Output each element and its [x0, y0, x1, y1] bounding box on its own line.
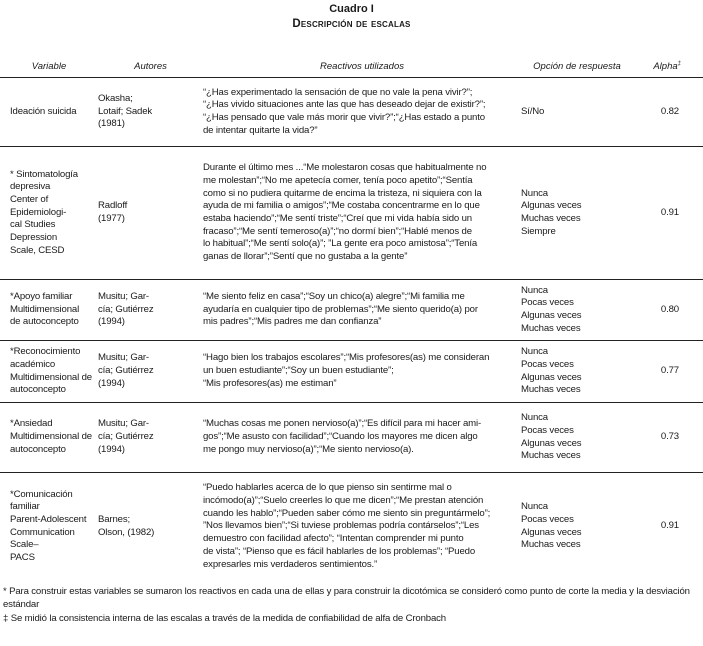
alpha-footnote-mark: ‡ [677, 60, 681, 67]
header-alpha-label: Alpha [653, 61, 678, 73]
cell-variable: *Comunicación familiar Parent-Adolescent Communication Scale– PACS [10, 488, 87, 564]
cell-autores: Barnes; Olson, (1982) [98, 514, 155, 538]
cell-autores: Musitu; Gar- cía; Gutiérrez (1994) [98, 341, 203, 403]
header-alpha [633, 56, 703, 78]
cell-alpha: 0.77 [633, 341, 703, 403]
table-row [0, 147, 703, 280]
cell-reactivos: “Me siento feliz en casa”;“Soy un chico(a) alegre”;“Mi familia me ayudaría en cualquier tipo de problemas”;“Me siento querido(a) por mis padres”;“Mis padres me dan confianza” [203, 280, 521, 341]
cell-reactivos: Durante el último mes ...“Me molestaron cosas que habitualmente no me molestan”;“No me apetecía comer, tenía poco apetito”;“Sentía como si no pudiera quitarme de encima la tristeza, ni siquiera con la ayuda de mi familia o amigos”;“Me costaba concentrarme en lo que estaba haciendo”;“Me sentí triste”;“Creí que mi vida había sido un fracaso”;“Me sentí temeroso(a)”;“no dormí bien”;“Hablé menos de lo habitual”;“Me sentí solo(a)”; ”La gente era poco amistosa”;“Tenía ganas de llorar”;”Sentí que no gustaba a la gente” [203, 147, 521, 280]
table-row [0, 473, 703, 581]
header-opcion: Opción de respuesta [521, 56, 633, 78]
table-row [0, 78, 703, 147]
table-number: Cuadro I [329, 3, 374, 15]
cell-opcion: Nunca Pocas veces Algunas veces Muchas veces [521, 403, 633, 473]
cell-reactivos: “Muchas cosas me ponen nervioso(a)”;“Es difícil para mi hacer ami- gos”;“Me asusto con facilidad”;“Cuando los mayores me dicen algo me pongo muy nervioso(a)”;“Me siento nervioso(a). [203, 403, 521, 473]
header-autores: Autores [98, 56, 203, 78]
header-variable: Variable [0, 56, 98, 78]
cell-alpha: 0.91 [633, 147, 703, 280]
cell-opcion: Nunca Pocas veces Algunas veces Muchas veces [521, 501, 582, 551]
table-header-row [0, 56, 703, 78]
cell-reactivos: “Puedo hablarles acerca de lo que pienso sin sentirme mal o incómodo(a)”;“Suelo creerles lo que me dicen”;“Me prestan atención cuando les hablo”;“Pueden saber cómo me siento sin preguntármelo”; ”Nos llevamos bien”;“Si tuviese problemas podría contárselos”;“Les demuestro con facilidad afecto”; “Intentan comprender mi punto de vista”; “Pienso que es fácil hablarles de los problemas”; “Puedo expresarles mis verdaderos sentimientos.” [203, 482, 491, 570]
footnote-double-dagger: ‡ Se midió la consistencia interna de las escalas a través de la medida de confiabilidad de alfa de Cronbach [3, 613, 446, 624]
table-title: Descripción de escalas [292, 18, 411, 30]
cell-autores: Musitu; Gar- cía; Gutiérrez (1994) [98, 403, 203, 473]
cell-variable: * Sintomatología depresiva Center of Epidemiologi- cal Studies Depression Scale, CESD [0, 147, 98, 280]
scales-table [0, 56, 703, 581]
cell-reactivos: “¿Has experimentado la sensación de que no vale la pena vivir?”; “¿Has vivido situaciones ante las que has deseado dejar de existir?”; “¿Has pensado que vale más morir que vivir?”;“¿Has estado a punto de intentar quitarte la vida?” [203, 78, 521, 147]
cell-autores: Musitu; Gar- cía; Gutiérrez (1994) [98, 280, 203, 341]
cell-opcion: Nunca Pocas veces Algunas veces Muchas veces [521, 341, 633, 403]
cell-alpha: 0.91 [660, 520, 679, 532]
cell-variable: *Apoyo familiar Multidimensional de autoconcepto [0, 280, 98, 341]
cell-variable: Ideación suicida [0, 78, 98, 147]
cell-opcion: Nunca Algunas veces Muchas veces Siempre [521, 147, 633, 280]
header-reactivos: Reactivos utilizados [203, 56, 521, 78]
cell-variable: *Reconocimiento académico Multidimensional de autoconcepto [0, 341, 98, 403]
cell-opcion: Sí/No [521, 78, 633, 147]
cell-autores: Okasha; Lotaif; Sadek (1981) [98, 78, 203, 147]
cell-autores: Radloff (1977) [98, 147, 203, 280]
footnote-asterisk: * Para construir estas variables se sumaron los reactivos en cada una de ellas y para construir la dicotómica se consideró como punto de corte la media y la desviación estándar [3, 586, 690, 610]
cell-alpha: 0.82 [633, 78, 703, 147]
cell-alpha: 0.80 [633, 280, 703, 341]
table-row [0, 403, 703, 473]
cell-reactivos: “Hago bien los trabajos escolares”;“Mis profesores(as) me consideran un buen estudiante”;“Soy un buen estudiante”; “Mis profesores(as) me estiman” [203, 341, 521, 403]
cell-alpha: 0.73 [633, 403, 703, 473]
cell-variable: *Ansiedad Multidimensional de autoconcepto [0, 403, 98, 473]
table-row [0, 341, 703, 403]
table-row [0, 280, 703, 341]
cell-opcion: Nunca Pocas veces Algunas veces Muchas veces [521, 280, 633, 341]
